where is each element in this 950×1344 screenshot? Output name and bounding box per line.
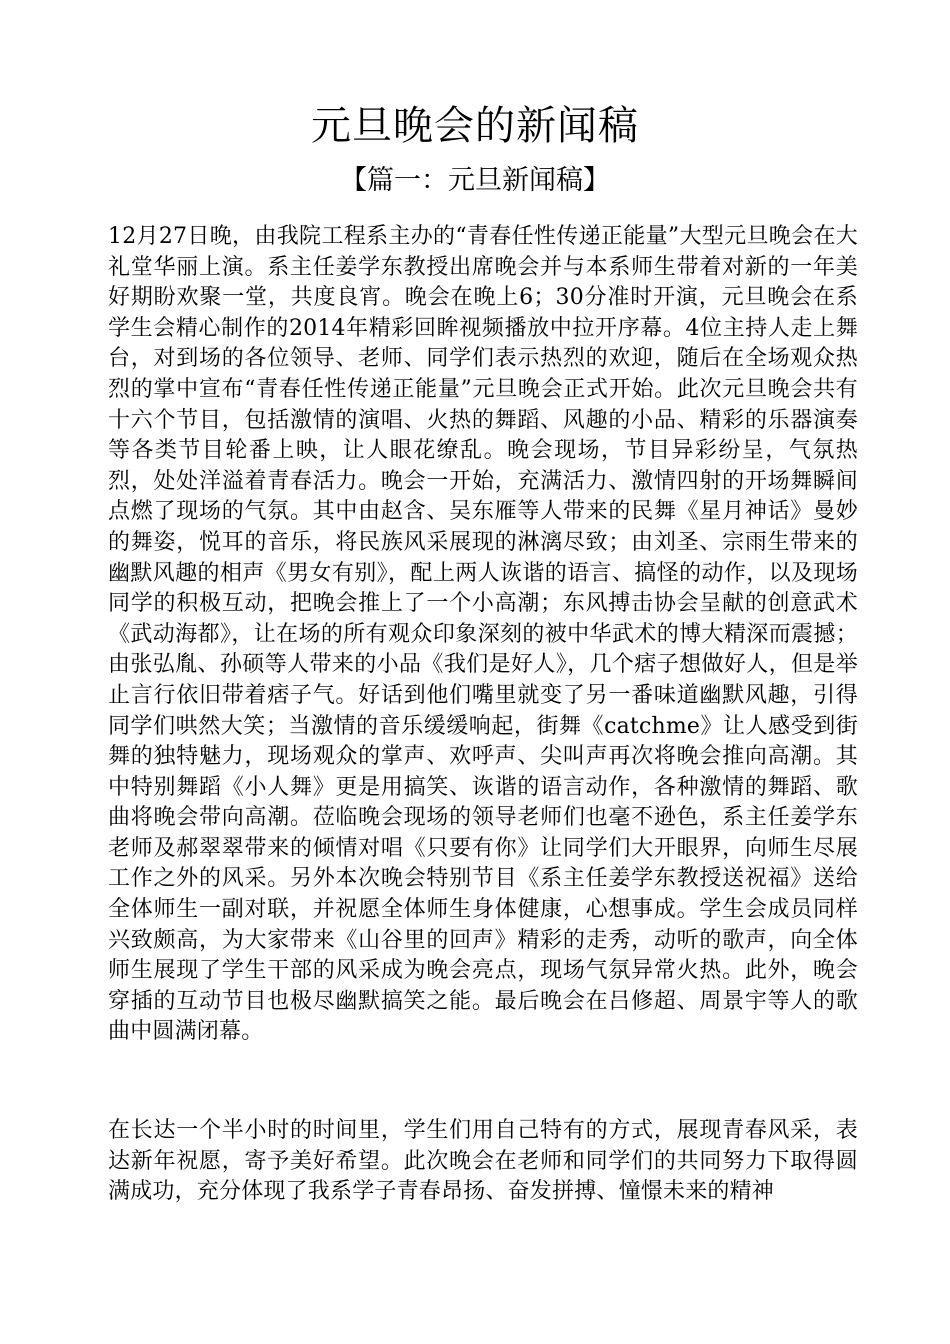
body-paragraph-1: 12月27日晚，由我院工程系主办的“青春任性传递正能量”大型元旦晚会在大礼堂华丽上演。系主任姜学东教授出席晚会并与本系师生带着对新的一年美好期盼欢聚一堂，共度良宵。晚会在晚上6；30分准时开演，元旦晚会在系学生会精心制作的2014年精彩回眸视频播放中拉开序幕。4位主持人走上舞台，对到场的各位领导、老师、同学们表示热烈的欢迎，随后在全场观众热烈的掌中宣布“青春任性传递正能量”元旦晚会正式开始。此次元旦晚会共有十六个节目，包括激情的演唱、火热的舞蹈、风趣的小品、精彩的乐器演奏等各类节目轮番上映，让人眼花缭乱。晚会现场，节目异彩纷呈，气氛热烈，处处洋溢着青春活力。晚会一开始，充满活力、激情四射的开场舞瞬间点燃了现场的气氛。其中由赵含、吴东雁等人带来的民舞《星月神话》曼妙的舞姿，悦耳的音乐，将民族风采展现的淋漓尽致；由刘圣、宗雨生带来的幽默风趣的相声《男女有别》，配上两人诙谐的语言、搞怪的动作，以及现场同学的积极互动，把晚会推上了一个小高潮；东风搏击协会呈献的创意武术《武动海都》，让在场的所有观众印象深刻的被中华武术的博大精深而震撼；由张弘胤、孙硕等人带来的小品《我们是好人》，几个痞子想做好人，但是举止言行依旧带着痞子气。好话到他们嘴里就变了另一番味道幽默风趣，引得同学们哄然大笑；当激情的音乐缓缓响起，街舞《catchme》让人感受到街舞的独特魅力，现场观众的掌声、欢呼声、尖叫声再次将晚会推向高潮。其中特别舞蹈《小人舞》更是用搞笑、诙谐的语言动作，各种激情的舞蹈、歌曲将晚会带向高潮。莅临晚会现场的领导老师们也毫不逊色，系主任姜学东老师及郝翠翠带来的倾情对唱《只要有你》让同学们大开眼界，向师生尽展工作之外的风采。另外本次晚会特别节目《系主任姜学东教授送祝福》送给全体师生一副对联，并祝愿全体师生身体健康，心想事成。学生会成员同样兴致颇高，为大家带来《山谷里的回声》精彩的走秀，动听的歌声，向全体师生展现了学生干部的风采成为晚会亮点，现场气氛异常火热。此外，晚会穿插的互动节目也极尽幽默搞笑之能。最后晚会在吕修超、周景宇等人的歌曲中圆满闭幕。 — [108, 224, 858, 1045]
document-title: 元旦晚会的新闻稿 — [311, 103, 639, 149]
body-paragraph-2: 在长达一个半小时的时间里，学生们用自己特有的方式，展现青春风采，表达新年祝愿，寄予美好希望。此次晚会在老师和同学们的共同努力下取得圆满成功，充分体现了我系学子青春昂扬、奋发拼搏、憧憬未来的精神 — [108, 1118, 858, 1205]
section-heading: 【篇一：元旦新闻稿】 — [340, 165, 610, 196]
